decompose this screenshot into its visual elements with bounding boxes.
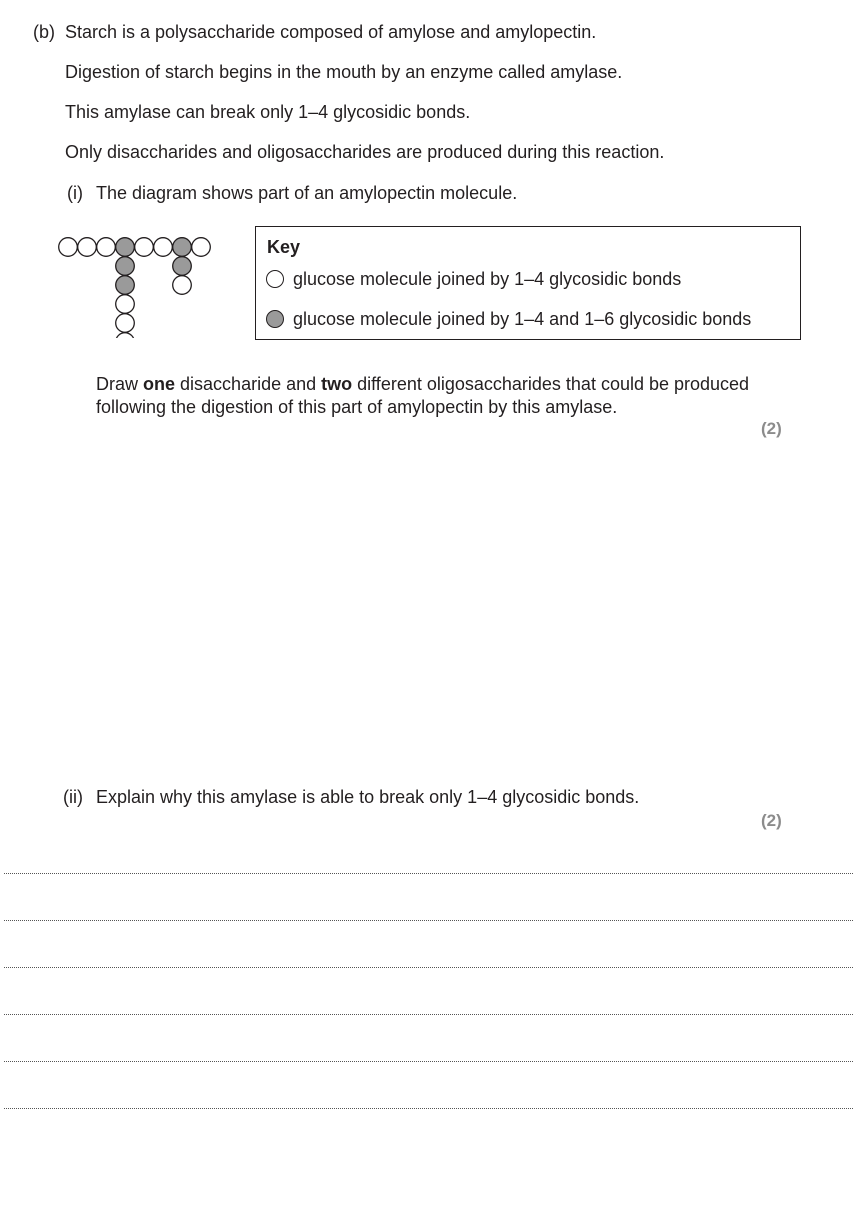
key-row-filled — [266, 310, 751, 328]
branch-glucose-filled — [116, 257, 135, 276]
glucose-open — [135, 238, 154, 257]
glucose-open — [59, 238, 78, 257]
part-ii-label: (ii) — [63, 787, 83, 807]
filled-circle-icon — [266, 310, 284, 328]
part-ii-marks: (2) — [761, 811, 782, 830]
answer-line[interactable] — [4, 920, 853, 921]
part-i-marks: (2) — [761, 419, 782, 438]
prompt-text-b: disaccharide and — [175, 374, 322, 394]
prompt-bold-one: one — [143, 374, 176, 394]
glucose-open — [173, 276, 192, 295]
prompt-bold-two: two — [321, 374, 353, 394]
part-i-stem: The diagram shows part of an amylopectin molecule. — [96, 183, 518, 203]
intro-line-4: Only disaccharides and oligosaccharides are produced during this reaction. — [65, 142, 665, 162]
key-filled-label: glucose molecule joined by 1–4 and 1–6 glycosidic bonds — [293, 309, 752, 329]
branch-glucose-filled — [116, 238, 135, 257]
open-circle-icon — [266, 270, 284, 288]
glucose-open — [192, 238, 211, 257]
glucose-open — [116, 314, 135, 333]
branch-glucose-filled — [173, 257, 192, 276]
glucose-open — [116, 295, 135, 314]
branch-glucose-filled — [116, 276, 135, 295]
glucose-open — [116, 333, 135, 338]
answer-line[interactable] — [4, 1108, 853, 1109]
answer-line[interactable] — [4, 967, 853, 968]
key-title: Key — [267, 237, 301, 257]
answer-line[interactable] — [4, 1014, 853, 1015]
part-b-label: (b) — [33, 22, 55, 42]
draw-prompt — [96, 373, 786, 419]
intro-line-3: This amylase can break only 1–4 glycosidic bonds. — [65, 102, 471, 122]
amylopectin-diagram — [55, 233, 220, 338]
prompt-text-a: Draw — [96, 374, 144, 394]
glucose-open — [78, 238, 97, 257]
branch-glucose-filled — [173, 238, 192, 257]
answer-line[interactable] — [4, 873, 853, 874]
key-open-label: glucose molecule joined by 1–4 glycosidic bonds — [293, 269, 682, 289]
answer-line[interactable] — [4, 1061, 853, 1062]
key-box — [255, 226, 801, 340]
intro-line-1: Starch is a polysaccharide composed of amylose and amylopectin. — [65, 22, 597, 42]
part-i-label: (i) — [67, 183, 83, 203]
key-row-open — [266, 270, 681, 288]
prompt-text-c: different oligosaccharides that could be produced following the digestion of this part of amylopectin by this amylase. — [96, 374, 750, 417]
glucose-open — [154, 238, 173, 257]
part-ii-question: Explain why this amylase is able to break only 1–4 glycosidic bonds. — [96, 787, 640, 807]
intro-line-2: Digestion of starch begins in the mouth by an enzyme called amylase. — [65, 62, 623, 82]
glucose-open — [97, 238, 116, 257]
drawing-area[interactable] — [96, 445, 786, 765]
